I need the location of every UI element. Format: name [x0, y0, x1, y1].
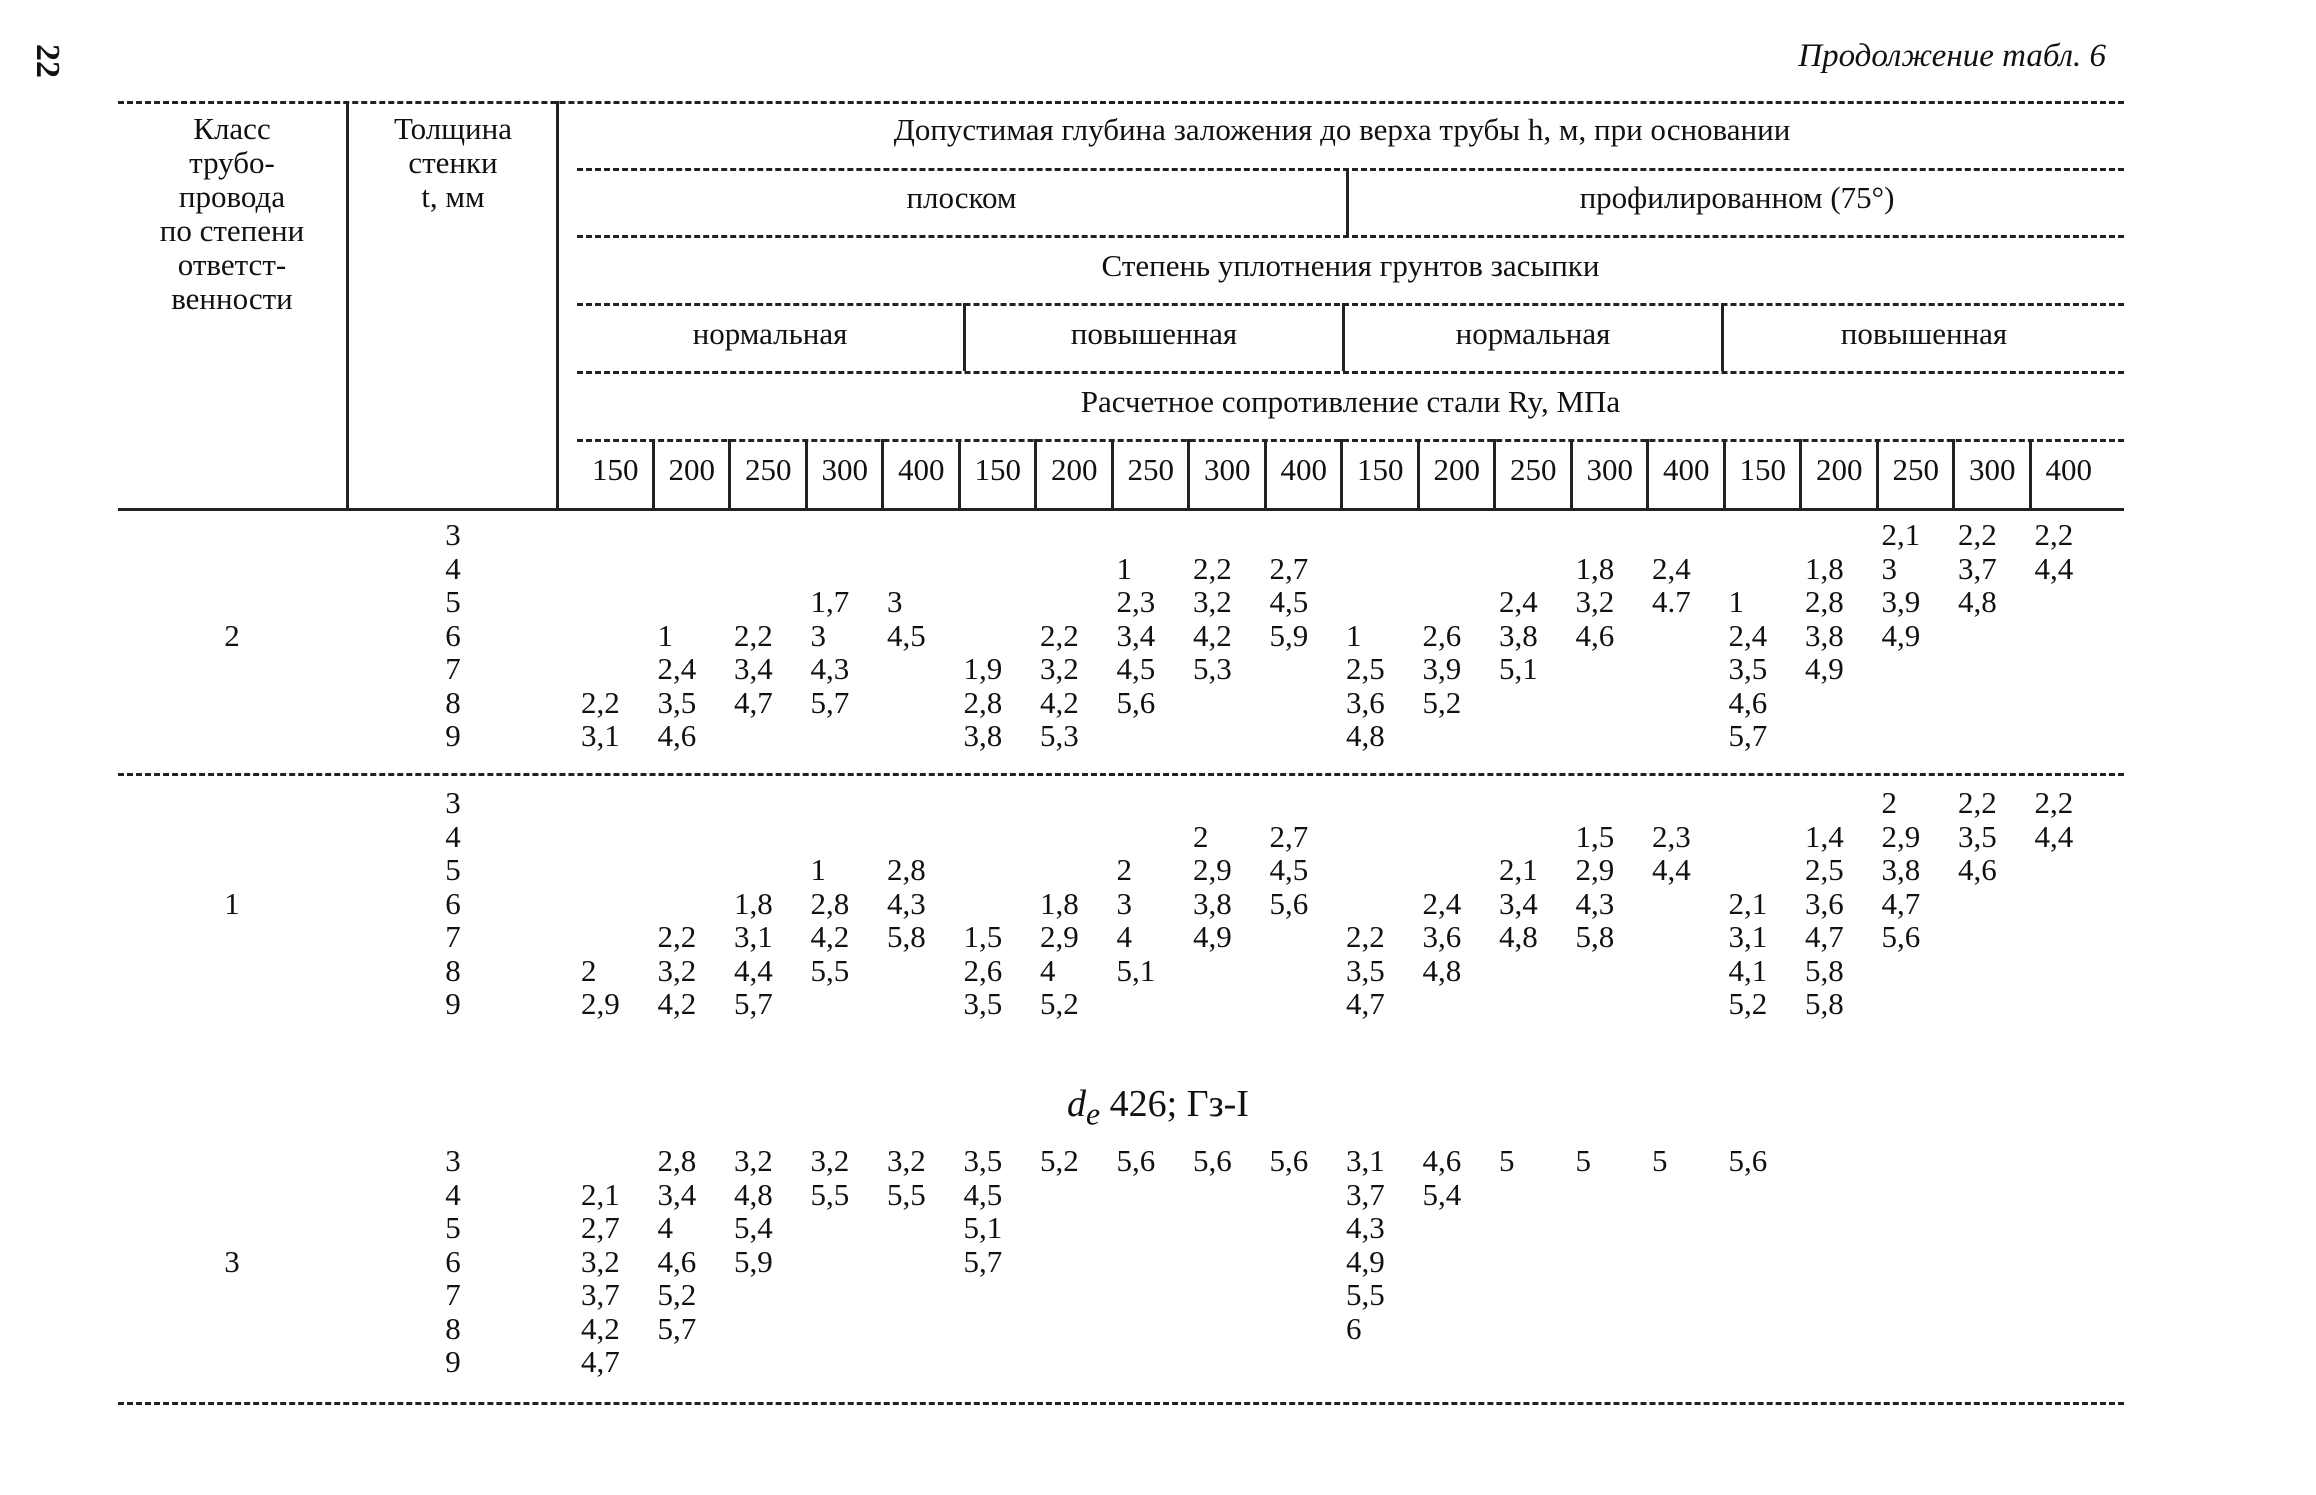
rule-header-bottom	[118, 508, 2124, 511]
table-cell: 3,1	[1346, 1143, 1385, 1178]
table-cell: 1,5	[963, 919, 1003, 954]
table-cell: 4,8	[1958, 584, 1997, 619]
table-cell: 4,9	[1881, 617, 1921, 653]
table-cell: 4,2	[810, 919, 850, 954]
table-cell: 4,9	[1805, 651, 1844, 686]
table-cell: 5,9	[734, 1243, 773, 1279]
section-title-sub: e	[1086, 1096, 1101, 1132]
table-cell: 3,4	[1499, 885, 1538, 921]
table-cell: 4,6	[1575, 617, 1615, 653]
table-cell: 2,9	[1575, 852, 1615, 887]
header-class-line: Класс	[193, 111, 271, 146]
table-cell: 4,2	[657, 986, 697, 1021]
vrule-base-split	[1346, 168, 1349, 235]
ry-value: 300	[1586, 452, 1633, 487]
table-cell: 2,2	[1958, 517, 1997, 552]
rule-groups	[577, 371, 2124, 374]
table-cell: 2,1	[581, 1176, 620, 1212]
table-cell: 3	[810, 617, 826, 653]
thickness-value: 7	[445, 1277, 461, 1312]
table-cell: 2,2	[581, 684, 620, 720]
table-cell: 5,7	[734, 986, 773, 1021]
thickness-value: 3	[445, 517, 461, 552]
vrule-thickness	[556, 101, 559, 509]
section-title-d: d	[1067, 1083, 1087, 1125]
thickness-value: 9	[445, 1344, 461, 1379]
table-cell: 2,4	[1652, 550, 1691, 586]
table-cell: 3,2	[1040, 651, 1079, 686]
table-cell: 2,2	[1040, 617, 1079, 653]
table-cell: 5	[1575, 1143, 1591, 1178]
ry-value: 300	[1204, 452, 1251, 487]
table-cell: 2,4	[657, 651, 697, 686]
table-cell: 3,5	[1958, 818, 1997, 854]
ry-value: 150	[1739, 452, 1786, 487]
table-cell: 2,4	[1499, 584, 1538, 619]
table-cell: 3,9	[1881, 584, 1921, 619]
rule-compaction	[577, 303, 2124, 306]
header-depth-title: Допустимая глубина заложения до верха трубы h, м, при основании	[893, 112, 1791, 147]
table-cell: 3	[1116, 885, 1132, 921]
table-cell: 3,7	[1958, 550, 1997, 586]
table-cell: 4,3	[887, 885, 926, 921]
table-cell: 5	[1652, 1143, 1668, 1178]
table-cell: 3,8	[1805, 617, 1844, 653]
table-cell: 4,7	[581, 1344, 620, 1379]
header-class-line: трубо-	[189, 145, 275, 180]
ry-value: 150	[974, 452, 1021, 487]
table-cell: 5,2	[1040, 986, 1079, 1021]
table-cell: 3,5	[963, 1143, 1003, 1178]
table-cell: 2,8	[657, 1143, 697, 1178]
table-cell: 4,2	[581, 1310, 620, 1346]
table-cell: 4,5	[1269, 584, 1309, 619]
table-cell: 1	[657, 617, 673, 653]
table-cell: 3,4	[734, 651, 773, 686]
thickness-value: 8	[445, 684, 461, 720]
table-cell: 4,6	[1422, 1143, 1462, 1178]
table-cell: 1	[810, 852, 826, 887]
thickness-value: 8	[445, 1310, 461, 1346]
table-cell: 5,5	[1346, 1277, 1385, 1312]
table-cell: 4,6	[1958, 852, 1997, 887]
section-title-rest: 426; Гз-I	[1100, 1083, 1249, 1125]
ry-value: 150	[592, 452, 639, 487]
table-cell: 1,8	[1575, 550, 1615, 586]
table-cell: 3,2	[581, 1243, 620, 1279]
table-cell: 2,3	[1652, 818, 1691, 854]
table-cell: 1,8	[734, 885, 773, 921]
table-cell: 2,1	[1499, 852, 1538, 887]
table-cell: 5,6	[1269, 1143, 1309, 1178]
table-cell: 2,6	[1422, 617, 1462, 653]
table-cell: 5,5	[810, 1176, 850, 1212]
table-cell: 4,7	[1346, 986, 1385, 1021]
table-cell: 2,1	[1881, 517, 1921, 552]
table-cell: 4,5	[963, 1176, 1003, 1212]
table-cell: 2,7	[1269, 550, 1309, 586]
table-cell: 4,5	[1269, 852, 1309, 887]
header-thickness-line: t, мм	[421, 179, 485, 214]
table-cell: 1,5	[1575, 818, 1615, 854]
table-cell: 4	[657, 1210, 673, 1245]
thickness-value: 4	[445, 550, 461, 586]
table-cell: 2,5	[1805, 852, 1844, 887]
section-title	[0, 1082, 2316, 1133]
table-cell: 4,9	[1193, 919, 1232, 954]
class-value: 2	[224, 617, 240, 653]
table-cell: 5,8	[1805, 952, 1844, 988]
table-cell: 4,7	[1881, 885, 1921, 921]
table-cell: 6	[1346, 1310, 1362, 1346]
table-cell: 3,8	[1193, 885, 1232, 921]
table-cell: 4,6	[1728, 684, 1768, 720]
table-cell: 5,4	[734, 1210, 773, 1245]
table-cell: 3,9	[1422, 651, 1462, 686]
table-cell: 4,4	[2034, 818, 2074, 854]
table-cell: 5,2	[1422, 684, 1462, 720]
table-cell: 3,1	[1728, 919, 1768, 954]
table-cell: 5,2	[1728, 986, 1768, 1021]
table-cell: 4.7	[1652, 584, 1691, 619]
table-cell: 3,1	[734, 919, 773, 954]
table-cell: 4,5	[887, 617, 926, 653]
table-cell: 3,5	[657, 684, 697, 720]
table-cell: 4	[1040, 952, 1056, 988]
header-compaction-title: Степень уплотнения грунтов засыпки	[1101, 248, 1600, 283]
thickness-value: 6	[445, 617, 461, 653]
ry-value: 200	[668, 452, 715, 487]
table-cell: 1,8	[1805, 550, 1844, 586]
table-cell: 5,8	[1575, 919, 1615, 954]
table-cell: 4,4	[734, 952, 773, 988]
table-cell: 2,7	[581, 1210, 620, 1245]
table-cell: 2,8	[1805, 584, 1844, 619]
ry-value: 300	[821, 452, 868, 487]
table-cell: 5,2	[657, 1277, 697, 1312]
ry-value: 150	[1357, 452, 1404, 487]
table-cell: 3,2	[1575, 584, 1615, 619]
table-cell: 5,1	[963, 1210, 1003, 1245]
table-cell: 2,9	[1881, 818, 1921, 854]
table-cell: 5,6	[1116, 684, 1156, 720]
table-cell: 2	[1116, 852, 1132, 887]
table-cell: 5,7	[1728, 718, 1768, 753]
header-class	[118, 112, 346, 316]
thickness-value: 8	[445, 952, 461, 988]
table-cell: 5,6	[1881, 919, 1921, 954]
table-cell: 5,7	[963, 1243, 1003, 1279]
table-cell: 5,8	[1805, 986, 1844, 1021]
table-cell: 4,6	[657, 1243, 697, 1279]
table-cell: 4,8	[1499, 919, 1538, 954]
table-cell: 2,9	[1193, 852, 1232, 887]
table-cell: 2,6	[963, 952, 1003, 988]
header-base-profiled: профилированном (75°)	[1579, 180, 1895, 215]
class-value: 3	[224, 1243, 240, 1279]
table-cell: 1	[1346, 617, 1362, 653]
table-cell: 4,8	[1346, 718, 1385, 753]
ry-value: 250	[1510, 452, 1557, 487]
rule-top	[118, 101, 2124, 104]
table-cell: 4,1	[1728, 952, 1768, 988]
table-cell: 2	[1193, 818, 1209, 854]
table-cell: 5,6	[1269, 885, 1309, 921]
table-cell: 4,3	[1346, 1210, 1385, 1245]
table-cell: 2,7	[1269, 818, 1309, 854]
table-cell: 5,3	[1193, 651, 1232, 686]
table-cell: 1,4	[1805, 818, 1844, 854]
thickness-value: 9	[445, 986, 461, 1021]
table-cell: 1	[1728, 584, 1744, 619]
table-cell: 3,2	[734, 1143, 773, 1178]
table-cell: 4,9	[1346, 1243, 1385, 1279]
vrule-class	[346, 101, 349, 509]
class-value: 1	[224, 885, 240, 921]
header-thickness-line: стенки	[408, 145, 498, 180]
header-group-normal-profiled: нормальная	[1455, 316, 1611, 351]
table-cell: 5	[1499, 1143, 1515, 1178]
rule-depth	[577, 168, 2124, 171]
table-cell: 4,2	[1193, 617, 1232, 653]
ry-value: 300	[1969, 452, 2016, 487]
table-cell: 3,7	[581, 1277, 620, 1312]
table-cell: 3,6	[1346, 684, 1385, 720]
thickness-value: 5	[445, 1210, 461, 1245]
header-class-line: венности	[171, 281, 293, 316]
ry-value: 250	[1892, 452, 1939, 487]
table-cell: 4,8	[734, 1176, 773, 1212]
thickness-value: 9	[445, 718, 461, 753]
table-cell: 4,2	[1040, 684, 1079, 720]
table-cell: 2,9	[581, 986, 620, 1021]
table-cell: 2,2	[2034, 785, 2074, 820]
table-cell: 5,1	[1499, 651, 1538, 686]
table-cell: 3,4	[1116, 617, 1156, 653]
table-cell: 2,2	[1346, 919, 1385, 954]
table-cell: 5,7	[657, 1310, 697, 1346]
header-resistance-title: Расчетное сопротивление стали Ry, МПа	[1080, 384, 1621, 419]
rule-bottom	[118, 1402, 2124, 1405]
rule-base	[577, 235, 2124, 238]
table-cell: 3	[887, 584, 903, 619]
thickness-value: 3	[445, 785, 461, 820]
table-cell: 5,6	[1116, 1143, 1156, 1178]
table-cell: 3,2	[1193, 584, 1232, 619]
thickness-value: 4	[445, 1176, 461, 1212]
table-cell: 2,2	[734, 617, 773, 653]
rule-block2-bottom	[118, 773, 2124, 776]
thickness-value: 4	[445, 818, 461, 854]
header-group-normal-flat: нормальная	[692, 316, 848, 351]
table-cell: 2,8	[963, 684, 1003, 720]
header-group-high-flat: повышенная	[1070, 316, 1238, 351]
table-cell: 2	[1881, 785, 1897, 820]
header-class-line: ответст-	[177, 247, 287, 282]
table-cell: 5,2	[1040, 1143, 1079, 1178]
table-cell: 3,4	[657, 1176, 697, 1212]
header-group-high-profiled: повышенная	[1840, 316, 2008, 351]
table-cell: 2,4	[1422, 885, 1462, 921]
page-number: 22	[29, 44, 66, 78]
table-cell: 5,7	[810, 684, 850, 720]
rule-resistance	[577, 439, 2124, 442]
ry-value: 250	[1127, 452, 1174, 487]
table-cell: 1,8	[1040, 885, 1079, 921]
ry-value: 200	[1433, 452, 1480, 487]
table-cell: 5,4	[1422, 1176, 1462, 1212]
thickness-value: 5	[445, 852, 461, 887]
table-cell: 3,2	[810, 1143, 850, 1178]
thickness-value: 6	[445, 1243, 461, 1279]
table-cell: 2,2	[657, 919, 697, 954]
table-cell: 2,9	[1040, 919, 1079, 954]
table-cell: 3,6	[1422, 919, 1462, 954]
table-cell: 4	[1116, 919, 1132, 954]
table-cell: 2	[581, 952, 597, 988]
table-cell: 3,6	[1805, 885, 1844, 921]
table-cell: 3,8	[1499, 617, 1538, 653]
header-thickness	[350, 112, 556, 214]
table-cell: 5,6	[1193, 1143, 1232, 1178]
table-cell: 2,1	[1728, 885, 1768, 921]
table-cell: 1,7	[810, 584, 850, 619]
table-cell: 2,8	[887, 852, 926, 887]
table-cell: 5,8	[887, 919, 926, 954]
ry-value: 250	[745, 452, 792, 487]
table-cell: 4,5	[1116, 651, 1156, 686]
table-cell: 3,1	[581, 718, 620, 753]
table-cell: 4,7	[734, 684, 773, 720]
continuation-title: Продолжение табл. 6	[1798, 38, 2106, 74]
table-cell: 4,4	[1652, 852, 1691, 887]
table-cell: 2,8	[810, 885, 850, 921]
table-cell: 5,9	[1269, 617, 1309, 653]
thickness-value: 7	[445, 919, 461, 954]
table-cell: 2,3	[1116, 584, 1156, 619]
table-cell: 4,3	[1575, 885, 1615, 921]
table-cell: 4,8	[1422, 952, 1462, 988]
table-cell: 5,6	[1728, 1143, 1768, 1178]
table-cell: 4,4	[2034, 550, 2074, 586]
ry-value: 400	[1663, 452, 1710, 487]
ry-value: 400	[898, 452, 945, 487]
table-cell: 3,8	[963, 718, 1003, 753]
table-cell: 3,5	[1346, 952, 1385, 988]
table-cell: 3	[1881, 550, 1897, 586]
table-cell: 5,5	[887, 1176, 926, 1212]
table-cell: 1,9	[963, 651, 1003, 686]
table-cell: 2,5	[1346, 651, 1385, 686]
thickness-value: 3	[445, 1143, 461, 1178]
table-cell: 4,3	[810, 651, 850, 686]
header-base-flat: плоском	[906, 180, 1017, 215]
table-cell: 5,1	[1116, 952, 1156, 988]
table-cell: 3,8	[1881, 852, 1921, 887]
ry-value: 200	[1051, 452, 1098, 487]
thickness-value: 5	[445, 584, 461, 619]
table-cell: 2,2	[2034, 517, 2074, 552]
header-class-line: провода	[178, 179, 286, 214]
table-cell: 4,6	[657, 718, 697, 753]
table-cell: 3,5	[1728, 651, 1768, 686]
thickness-value: 6	[445, 885, 461, 921]
ry-value: 400	[1280, 452, 1327, 487]
header-class-line: по степени	[159, 213, 305, 248]
table-cell: 1	[1116, 550, 1132, 586]
table-cell: 2,2	[1958, 785, 1997, 820]
table-cell: 3,2	[887, 1143, 926, 1178]
table-cell: 4,7	[1805, 919, 1844, 954]
table-cell: 3,7	[1346, 1176, 1385, 1212]
table-cell: 3,5	[963, 986, 1003, 1021]
table-cell: 3,2	[657, 952, 697, 988]
table-cell: 5,3	[1040, 718, 1079, 753]
table-cell: 5,5	[810, 952, 850, 988]
ry-value: 400	[2045, 452, 2092, 487]
thickness-value: 7	[445, 651, 461, 686]
ry-value: 200	[1816, 452, 1863, 487]
header-thickness-line: Толщина	[394, 111, 512, 146]
table-cell: 2,2	[1193, 550, 1232, 586]
table-cell: 2,4	[1728, 617, 1768, 653]
